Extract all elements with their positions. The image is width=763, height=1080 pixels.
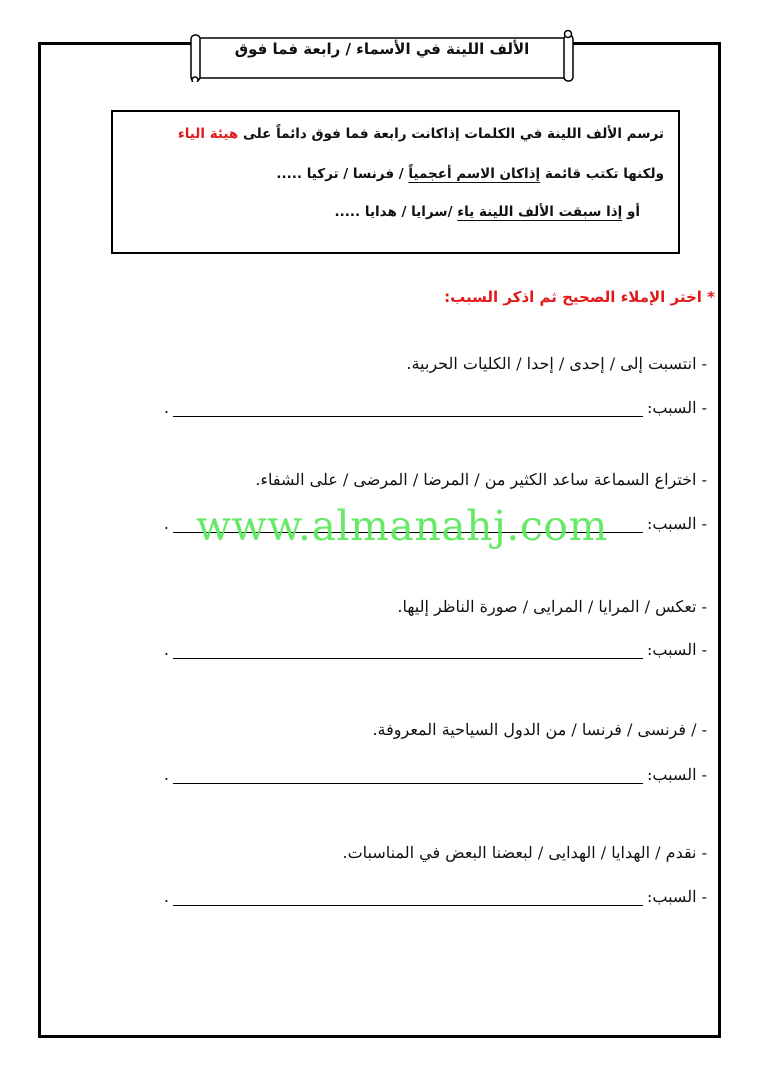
- title-scroll-banner: [190, 30, 574, 82]
- question-3: - تعكس / المرايا / المرايى / صورة الناظر إليها.: [397, 597, 707, 616]
- reason-end-5: .: [163, 887, 169, 906]
- reason-answer-line-3[interactable]: [173, 644, 643, 659]
- rule-line-2-text: ولكنها تكتب قائمة: [540, 166, 664, 182]
- question-4: - / فرنسى / فرنسا / من الدول السياحية المعروفة.: [372, 720, 707, 739]
- rule-line-1-text: ترسم الألف اللينة في الكلمات إذاكانت رابعة فما فوق دائماً على: [238, 126, 664, 142]
- exercise-instruction: * اختر الإملاء الصحيح ثم اذكر السبب:: [444, 288, 715, 306]
- question-2: - اختراع السماعة ساعد الكثير من / المرضا / المرضى / على الشفاء.: [255, 470, 707, 489]
- page-title: الألف اللينة في الأسماء / رابعة فما فوق: [234, 40, 530, 58]
- reason-end-4: .: [163, 765, 169, 784]
- rule-box: [111, 110, 680, 254]
- reason-answer-line-5[interactable]: [173, 891, 643, 906]
- reason-row-1: [164, 398, 707, 417]
- question-1: - انتسبت إلى / إحدى / إحدا / الكليات الحربية.: [406, 354, 707, 373]
- reason-row-4: [164, 765, 707, 784]
- reason-row-3: [164, 640, 707, 659]
- question-5: - نقدم / الهدايا / الهدايى / لبعضنا البعض في المناسبات.: [342, 843, 707, 862]
- reason-label-3: - السبب:: [646, 640, 707, 659]
- rule-line-3: [335, 204, 640, 220]
- rule-line-3-underlined: إذا سبقت الألف اللينة ياء: [457, 204, 623, 220]
- reason-label-4: - السبب:: [646, 765, 707, 784]
- reason-answer-line-1[interactable]: [173, 402, 643, 417]
- rule-line-2-examples: / فرنسا / تركيا .....: [276, 166, 409, 182]
- rule-line-1: [178, 126, 664, 142]
- rule-highlight: هيئة الياء: [177, 126, 239, 142]
- reason-answer-line-4[interactable]: [173, 769, 643, 784]
- rule-line-3-examples: /سرايا / هدايا .....: [334, 204, 458, 220]
- rule-line-2-underlined: إذاكان الاسم أعجمياً: [408, 166, 541, 182]
- reason-label-1: - السبب:: [646, 398, 707, 417]
- reason-label-5: - السبب:: [646, 887, 707, 906]
- reason-label-2: - السبب:: [646, 514, 707, 533]
- rule-line-2: [276, 166, 664, 182]
- reason-end-1: .: [163, 398, 169, 417]
- reason-end-2: .: [163, 514, 169, 533]
- watermark: www.almanahj.com: [196, 502, 608, 550]
- rule-line-3-text: أو: [622, 204, 640, 220]
- reason-end-3: .: [163, 640, 169, 659]
- reason-row-5: [164, 887, 707, 906]
